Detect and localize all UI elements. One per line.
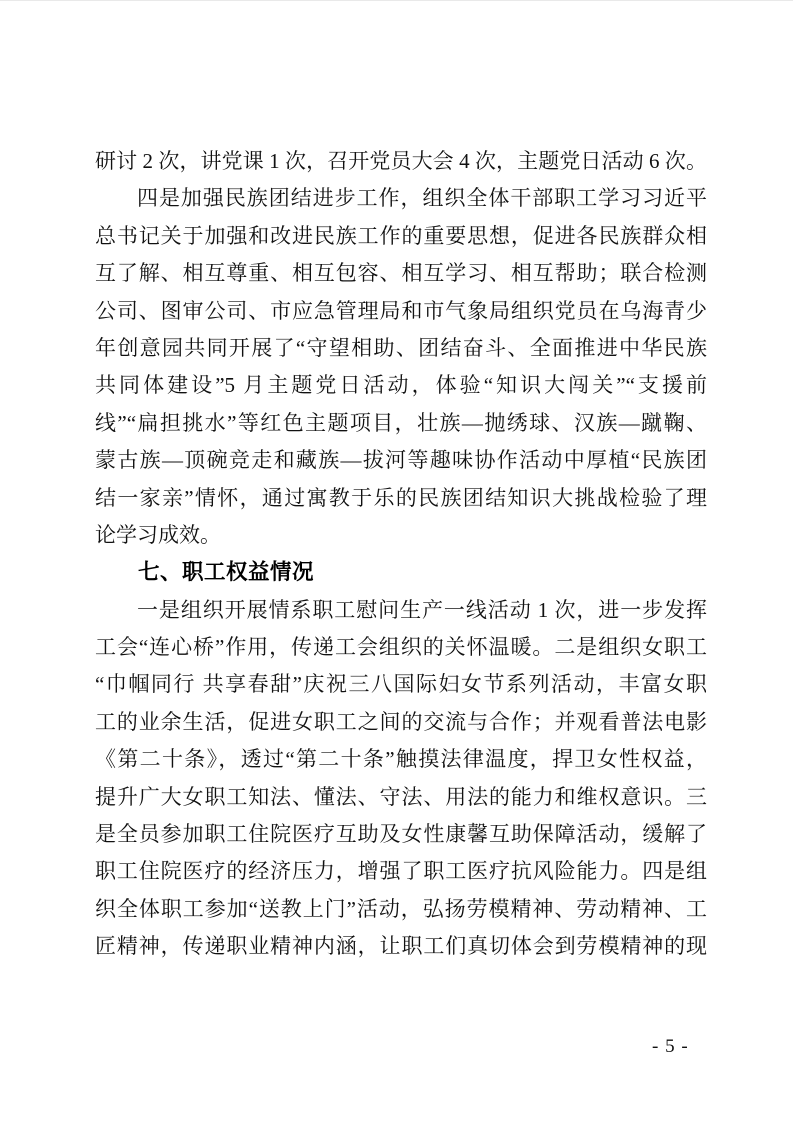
text-line: 四是加强民族团结进步工作，组织全体干部职工学习习近平: [137, 186, 707, 211]
text-line: 职工住院医疗的经济压力，增强了职工医疗抗风险能力。四是组: [95, 859, 707, 884]
text-line: 蒙古族—顶碗竞走和藏族—拔河等趣味协作活动中厚植“民族团: [95, 448, 707, 473]
text-line: 结一家亲”情怀，通过寓教于乐的民族团结知识大挑战检验了理: [95, 485, 707, 510]
text-line: 一是组织开展情系职工慰问生产一线活动 1 次，进一步发挥: [137, 597, 707, 622]
text-line: 是全员参加职工住院医疗互助及女性康馨互助保障活动，缓解了: [95, 822, 707, 847]
text-line: 线”“扁担挑水”等红色主题项目，壮族—抛绣球、汉族—蹴鞠、: [95, 410, 707, 435]
section-heading: 七、职工权益情况: [138, 560, 315, 585]
text-line: 年创意园共同开展了“守望相助、团结奋斗、全面推进中华民族: [95, 335, 707, 360]
text-line: 论学习成效。: [95, 522, 221, 547]
page-content: [95, 143, 707, 966]
text-line: 总书记关于加强和改进民族工作的重要思想，促进各民族群众相: [95, 223, 707, 248]
text-line: “巾帼同行 共享春甜”庆祝三八国际妇女节系列活动，丰富女职: [95, 672, 707, 697]
text-line: 共同体建设”5 月主题党日活动，体验“知识大闯关”“支援前: [95, 373, 707, 398]
text-line: 工会“连心桥”作用，传递工会组织的关怀温暖。二是组织女职工: [95, 635, 707, 660]
text-line: 《第二十条》，透过“第二十条”触摸法律温度，捍卫女性权益，: [95, 747, 707, 772]
text-line: 互了解、相互尊重、相互包容、相互学习、相互帮助；联合检测: [95, 261, 707, 286]
text-line: 研讨 2 次，讲党课 1 次，召开党员大会 4 次，主题党日活动 6 次。: [95, 149, 707, 173]
text-line: 公司、图审公司、市应急管理局和市气象局组织党员在乌海青少: [95, 298, 707, 323]
text-line: 提升广大女职工知法、懂法、守法、用法的能力和维权意识。三: [95, 784, 707, 809]
text-line: 工的业余生活，促进女职工之间的交流与合作；并观看普法电影: [95, 709, 707, 734]
footer-page-number: - 5 -: [652, 1036, 689, 1057]
text-line: 织全体职工参加“送教上门”活动，弘扬劳模精神、劳动精神、工: [95, 896, 707, 921]
text-line: 匠精神，传递职业精神内涵，让职工们真切体会到劳模精神的现: [95, 934, 707, 959]
